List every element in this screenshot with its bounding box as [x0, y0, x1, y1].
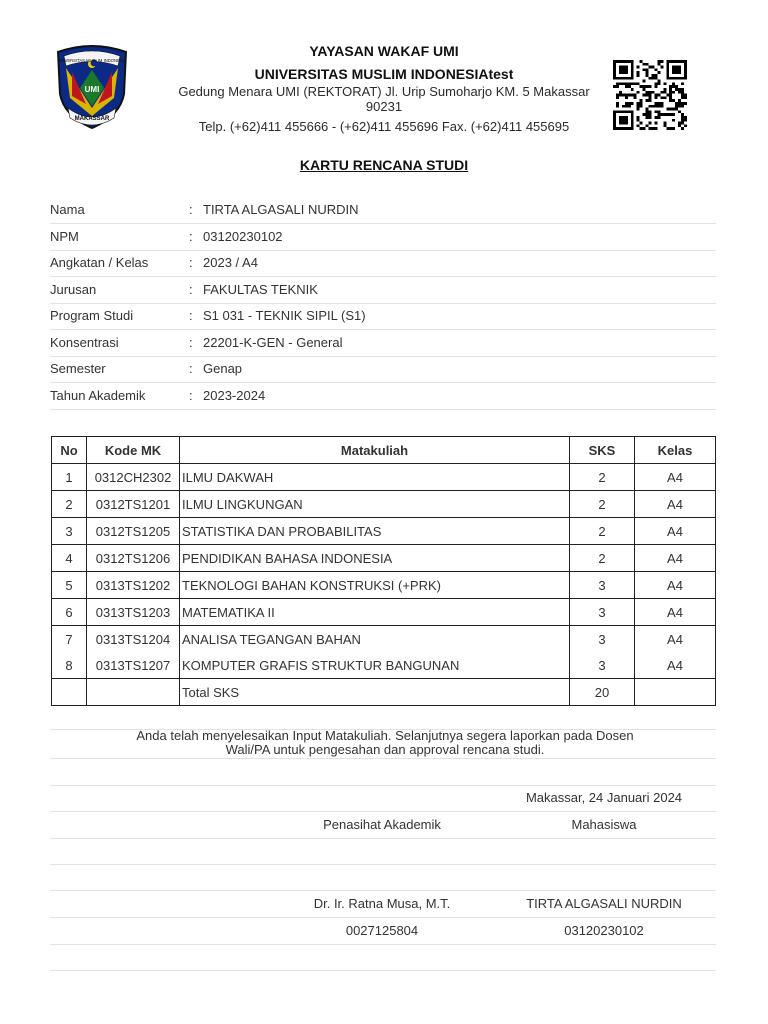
row-kode-mk: 0313TS1203 [87, 599, 180, 626]
row-sks: 3 [570, 652, 635, 679]
row-sks: 3 [570, 572, 635, 599]
logo-bottom-text: MAKASSAR [74, 116, 110, 122]
divider [50, 864, 716, 865]
place-date: Makassar, 24 Januari 2024 [525, 790, 683, 805]
info-row [50, 330, 716, 357]
university-name: UNIVERSITAS MUSLIM INDONESIAtest [254, 66, 514, 82]
row-sks: 2 [570, 518, 635, 545]
header-no: No [52, 437, 87, 464]
info-label: Tahun Akademik [50, 387, 146, 403]
student-title: Mahasiswa [571, 817, 637, 832]
student-id: 03120230102 [564, 923, 644, 938]
total-kode-cell [87, 679, 180, 706]
divider [50, 811, 716, 812]
info-colon: : [189, 361, 193, 376]
total-value: 20 [570, 679, 635, 706]
row-kelas: A4 [635, 626, 716, 653]
notice-line-1: Anda telah menyelesaikan Input Matakuliah. Selanjutnya segera laporkan pada Dosen [136, 728, 634, 743]
info-value: 2023-2024 [203, 387, 266, 403]
divider [50, 890, 716, 891]
foundation-name: YAYASAN WAKAF UMI [309, 43, 459, 59]
total-no-cell [52, 679, 87, 706]
row-kelas: A4 [635, 599, 716, 626]
table-row [52, 626, 716, 653]
row-kelas: A4 [635, 491, 716, 518]
row-sks: 2 [570, 491, 635, 518]
contact-line: Telp. (+62)411 455666 - (+62)411 455696 Fax. (+62)411 455695 [198, 119, 570, 134]
table-row [52, 545, 716, 572]
divider [50, 785, 716, 786]
row-no: 2 [52, 491, 87, 518]
row-no: 7 [52, 626, 87, 653]
advisor-name: Dr. Ir. Ratna Musa, M.T. [313, 896, 451, 911]
row-no: 5 [52, 572, 87, 599]
info-label: Konsentrasi [50, 334, 119, 350]
row-kode-mk: 0313TS1207 [87, 652, 180, 679]
postal-code: 90231 [365, 99, 403, 114]
row-no: 4 [52, 545, 87, 572]
info-colon: : [189, 202, 193, 217]
advisor-id: 0027125804 [345, 923, 419, 938]
row-matakuliah: KOMPUTER GRAFIS STRUKTUR BANGUNAN [180, 652, 570, 679]
row-kelas: A4 [635, 518, 716, 545]
university-logo [52, 42, 132, 130]
student-name: TIRTA ALGASALI NURDIN [526, 896, 682, 911]
row-kelas: A4 [635, 572, 716, 599]
info-value: 2023 / A4 [203, 255, 258, 270]
info-value: 03120230102 [203, 228, 283, 244]
row-no: 8 [52, 652, 87, 679]
row-kelas: A4 [635, 545, 716, 572]
qr-code [613, 60, 687, 130]
table-row [52, 464, 716, 491]
row-kelas: A4 [635, 464, 716, 491]
info-row [50, 250, 716, 277]
header-matakuliah: Matakuliah [180, 437, 570, 464]
info-value: FAKULTAS TEKNIK [203, 281, 318, 297]
table-row [52, 491, 716, 518]
header-kelas: Kelas [635, 437, 716, 464]
divider [50, 970, 716, 971]
header-kode-mk: Kode MK [87, 437, 180, 464]
row-sks: 2 [570, 545, 635, 572]
info-value: S1 031 - TEKNIK SIPIL (S1) [203, 308, 366, 323]
info-value: 22201-K-GEN - General [203, 334, 343, 350]
row-kode-mk: 0312TS1205 [87, 518, 180, 545]
row-no: 6 [52, 599, 87, 626]
row-kode-mk: 0313TS1202 [87, 572, 180, 599]
table-row [52, 599, 716, 626]
row-kelas: A4 [635, 652, 716, 679]
advisor-title: Penasihat Akademik [323, 817, 441, 832]
row-matakuliah: ANALISA TEGANGAN BAHAN [180, 626, 570, 653]
address-line: Gedung Menara UMI (REKTORAT) Jl. Urip Sumoharjo KM. 5 Makassar [178, 84, 590, 99]
info-colon: : [189, 228, 193, 244]
row-no: 1 [52, 464, 87, 491]
info-label: Program Studi [50, 308, 134, 323]
info-row [50, 197, 716, 224]
row-matakuliah: STATISTIKA DAN PROBABILITAS [180, 518, 570, 545]
info-label: Nama [50, 202, 85, 217]
info-label: Jurusan [50, 281, 97, 297]
info-label: NPM [50, 228, 79, 244]
divider [50, 944, 716, 945]
row-sks: 3 [570, 599, 635, 626]
course-table [51, 436, 716, 706]
notice-text [110, 729, 660, 757]
info-row [50, 303, 716, 330]
row-matakuliah: PENDIDIKAN BAHASA INDONESIA [180, 545, 570, 572]
divider [50, 917, 716, 918]
table-row [52, 518, 716, 545]
total-row [52, 679, 716, 706]
row-matakuliah: TEKNOLOGI BAHAN KONSTRUKSI (+PRK) [180, 572, 570, 599]
logo-top-text: UNIVERSITAS MUSLIM INDONESIA [57, 58, 127, 63]
info-colon: : [189, 387, 193, 403]
divider [50, 758, 716, 759]
row-sks: 2 [570, 464, 635, 491]
info-row [50, 277, 716, 304]
row-matakuliah: ILMU LINGKUNGAN [180, 491, 570, 518]
info-label: Angkatan / Kelas [50, 255, 149, 270]
info-value: TIRTA ALGASALI NURDIN [203, 202, 359, 217]
row-kode-mk: 0312TS1201 [87, 491, 180, 518]
table-row [52, 652, 716, 679]
row-matakuliah: MATEMATIKA II [180, 599, 570, 626]
info-colon: : [189, 308, 193, 323]
header-sks: SKS [570, 437, 635, 464]
info-row [50, 356, 716, 383]
info-colon: : [189, 255, 193, 270]
row-kode-mk: 0313TS1204 [87, 626, 180, 653]
divider [50, 838, 716, 839]
logo-mid-text: UMI [84, 85, 100, 94]
row-kode-mk: 0312TS1206 [87, 545, 180, 572]
info-label: Semester [50, 361, 106, 376]
total-kelas-cell [635, 679, 716, 706]
info-value: Genap [203, 361, 243, 376]
info-row [50, 383, 716, 410]
row-sks: 3 [570, 626, 635, 653]
row-matakuliah: ILMU DAKWAH [180, 464, 570, 491]
table-header-row [52, 437, 716, 464]
row-kode-mk: 0312CH2302 [87, 464, 180, 491]
row-no: 3 [52, 518, 87, 545]
notice-line-2: Wali/PA untuk pengesahan dan approval rencana studi. [225, 742, 545, 757]
page-title: KARTU RENCANA STUDI [299, 157, 469, 173]
total-label: Total SKS [180, 679, 570, 706]
info-colon: : [189, 281, 193, 297]
info-row [50, 224, 716, 251]
table-row [52, 572, 716, 599]
info-colon: : [189, 334, 193, 350]
